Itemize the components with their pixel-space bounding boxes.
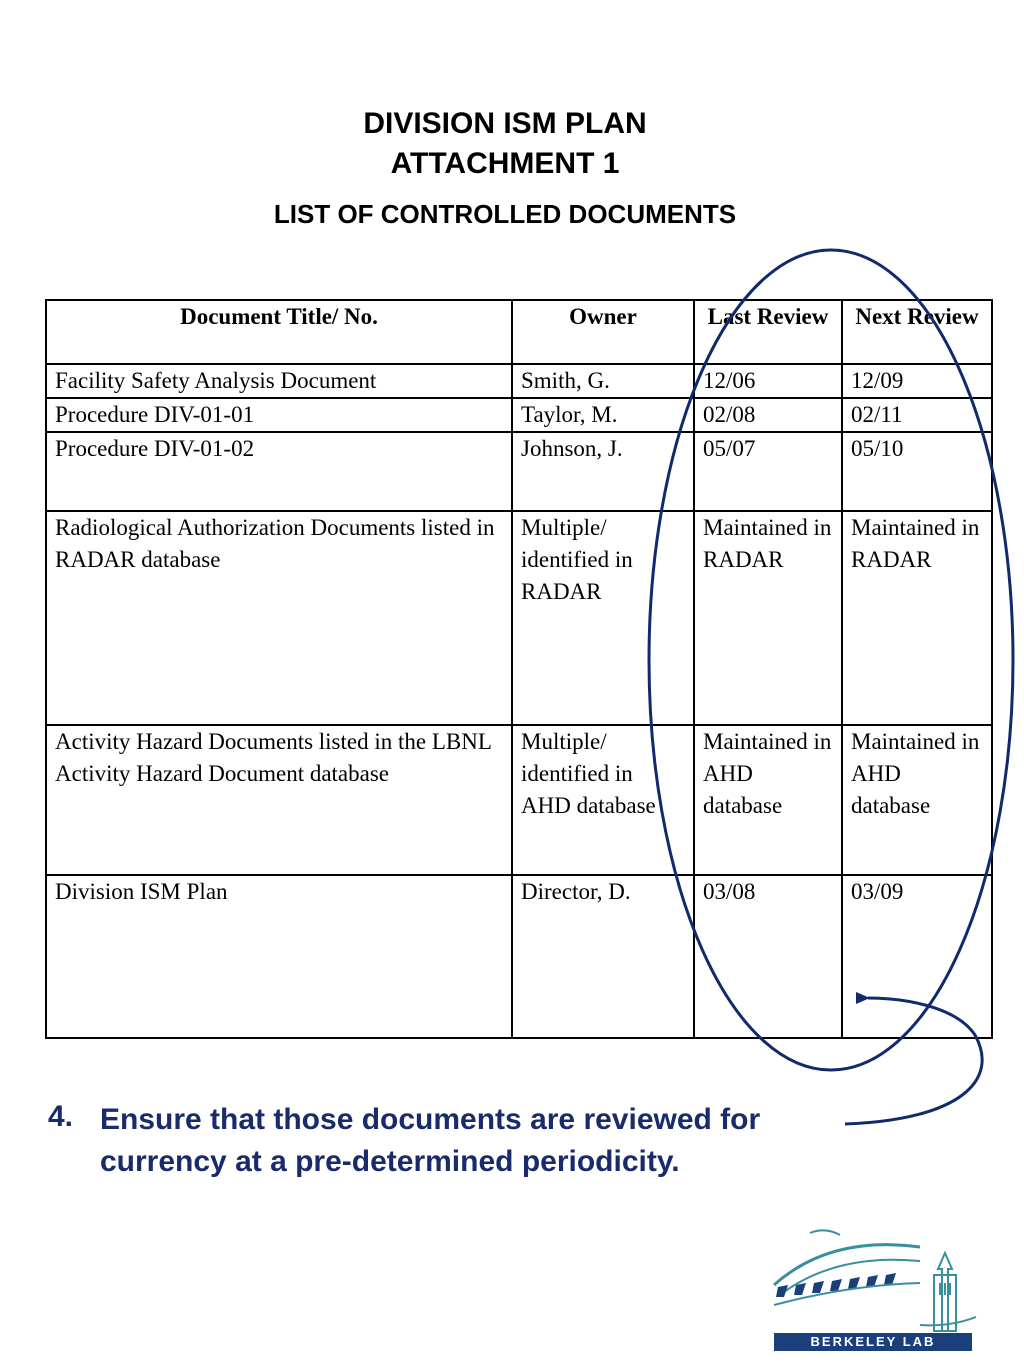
header-document-title: Document Title/ No. <box>46 300 512 364</box>
plan-title: DIVISION ISM PLAN <box>363 107 647 140</box>
berkeley-lab-logo <box>770 1225 980 1355</box>
attachment-title: ATTACHMENT 1 <box>390 147 620 180</box>
list-subtitle: LIST OF CONTROLLED DOCUMENTS <box>273 199 737 229</box>
cell-next-review: 05/10 <box>842 432 992 511</box>
cell-document-title: Activity Hazard Documents listed in the LBNL Activity Hazard Document database <box>46 725 512 875</box>
cell-last-review: 02/08 <box>694 398 842 432</box>
cell-owner: Multiple/ identified in RADAR <box>512 511 694 725</box>
cell-last-review: Maintained in AHD database <box>694 725 842 875</box>
controlled-documents-table <box>45 299 993 1039</box>
table-row <box>46 511 992 725</box>
cell-document-title: Procedure DIV-01-02 <box>46 432 512 511</box>
cell-owner: Taylor, M. <box>512 398 694 432</box>
cell-document-title: Radiological Authorization Documents listed in RADAR database <box>46 511 512 725</box>
cell-last-review: 05/07 <box>694 432 842 511</box>
cell-next-review: Maintained in AHD database <box>842 725 992 875</box>
cell-last-review: 12/06 <box>694 364 842 398</box>
header-last-review: Last Review <box>694 300 842 364</box>
table-row <box>46 875 992 1038</box>
step-number: 4. <box>48 1100 74 1133</box>
cell-owner: Smith, G. <box>512 364 694 398</box>
cell-owner: Director, D. <box>512 875 694 1038</box>
logo-label: BERKELEY LAB <box>774 1333 972 1351</box>
cell-document-title: Division ISM Plan <box>46 875 512 1038</box>
cell-next-review: 12/09 <box>842 364 992 398</box>
cell-last-review: Maintained in RADAR <box>694 511 842 725</box>
step-text: Ensure that those documents are reviewed for currency at a pre-determined periodicity. <box>100 1103 761 1178</box>
header-owner: Owner <box>512 300 694 364</box>
table-row <box>46 725 992 875</box>
cell-document-title: Procedure DIV-01-01 <box>46 398 512 432</box>
logo-graphic <box>770 1225 980 1333</box>
table-row <box>46 432 992 511</box>
cell-owner: Multiple/ identified in AHD database <box>512 725 694 875</box>
table-header-row <box>46 300 992 364</box>
cell-owner: Johnson, J. <box>512 432 694 511</box>
cell-next-review: Maintained in RADAR <box>842 511 992 725</box>
table-row <box>46 364 992 398</box>
cell-document-title: Facility Safety Analysis Document <box>46 364 512 398</box>
table-row <box>46 398 992 432</box>
header-next-review: Next Review <box>842 300 992 364</box>
cell-next-review: 03/09 <box>842 875 992 1038</box>
cell-last-review: 03/08 <box>694 875 842 1038</box>
cell-next-review: 02/11 <box>842 398 992 432</box>
